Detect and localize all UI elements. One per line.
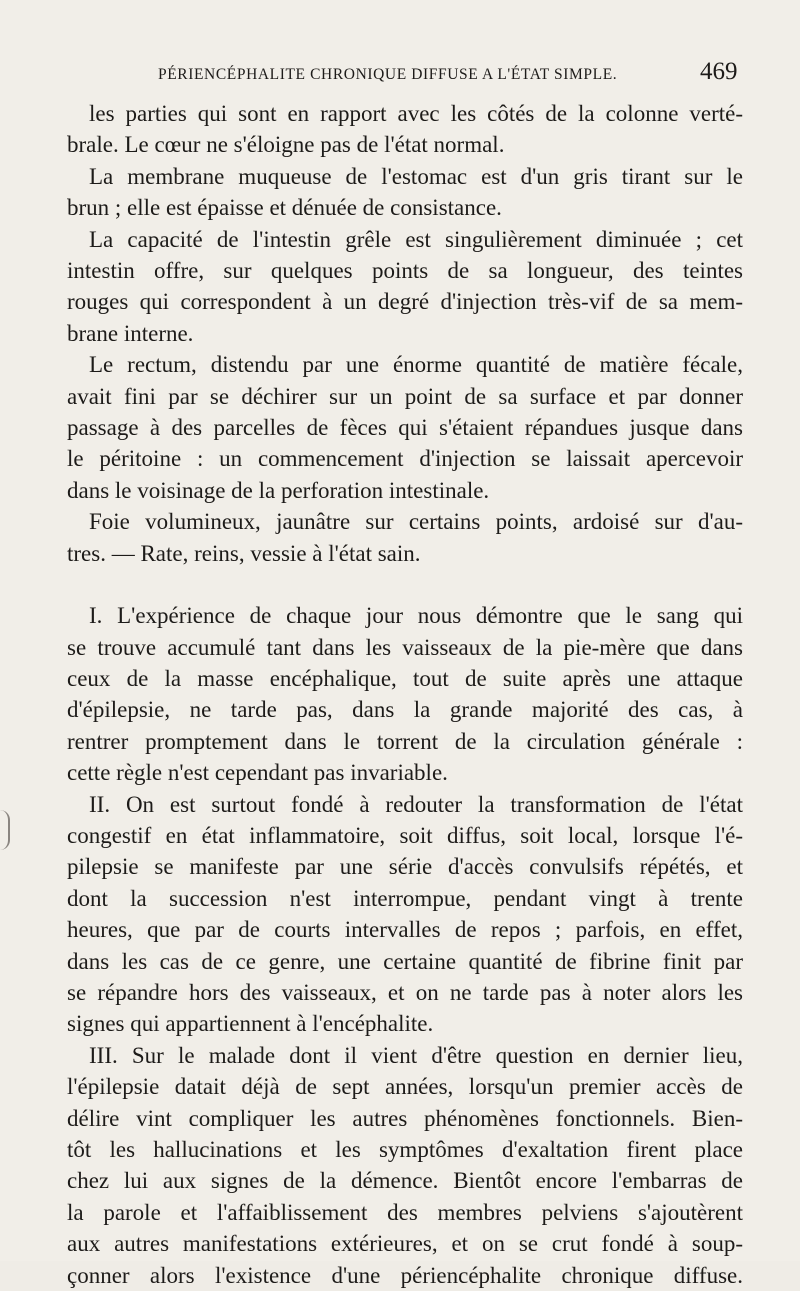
paragraph <box>67 161 743 224</box>
text-line: le péritoine : un commencement d'injection se laissait apercevoir <box>67 446 743 472</box>
page-header <box>0 58 800 94</box>
paragraph <box>67 600 743 788</box>
paragraph <box>67 506 743 569</box>
paragraph <box>67 789 743 1040</box>
text-line: d'épilepsie, ne tarde pas, dans la grande majorité des cas, à <box>67 697 743 723</box>
text-line: La capacité de l'intestin grêle est singulièrement diminuée ; cet <box>89 226 743 252</box>
running-title: PÉRIENCÉPHALITE CHRONIQUE DIFFUSE A L'ÉTAT SIMPLE. <box>158 66 618 83</box>
text-line: tôt les hallucinations et les symptômes d'exaltation firent place <box>67 1137 743 1162</box>
text-line: dont la succession n'est interrompue, pendant vingt à trente <box>67 885 743 911</box>
body-text <box>67 98 743 1291</box>
text-line: brale. Le cœur ne s'éloigne pas de l'état normal. <box>67 132 505 158</box>
text-line: I. L'expérience de chaque jour nous démontre que le sang qui <box>89 603 743 629</box>
text-line: brane interne. <box>67 320 194 346</box>
margin-mark <box>0 810 10 850</box>
text-line: Foie volumineux, jaunâtre sur certains points, ardoisé sur d'au- <box>89 509 743 535</box>
text-line: passage à des parcelles de fèces qui s'étaient répandues jusque dans <box>67 415 743 441</box>
text-line: cette règle n'est cependant pas invariable. <box>67 760 448 786</box>
paragraph <box>67 224 743 350</box>
text-line: ceux de la masse encéphalique, tout de suite après une attaque <box>67 665 743 691</box>
text-line: tres. — Rate, reins, vessie à l'état sain. <box>67 540 421 566</box>
text-line: délire vint compliquer les autres phénomènes fonctionnels. Bien- <box>67 1105 743 1131</box>
text-line: La membrane muqueuse de l'estomac est d'un gris tirant sur le <box>89 163 743 189</box>
text-line: signes qui appartiennent à l'encéphalite. <box>67 1011 434 1037</box>
text-line: pilepsie se manifeste par une série d'accès convulsifs répétés, et <box>67 854 743 880</box>
paragraph <box>67 1040 743 1291</box>
text-line: les parties qui sont en rapport avec les côtés de la colonne verté- <box>89 101 743 126</box>
text-line: brun ; elle est épaisse et dénuée de consistance. <box>67 195 502 221</box>
text-line: dans le voisinage de la perforation intestinale. <box>67 477 490 503</box>
text-line: III. Sur le malade dont il vient d'être question en dernier lieu, <box>89 1042 743 1068</box>
paragraph <box>67 98 743 161</box>
text-line: l'épilepsie datait déjà de sept années, lorsqu'un premier accès de <box>67 1074 743 1100</box>
text-line: rouges qui correspondent à un degré d'injection très-vif de sa mem- <box>67 289 743 315</box>
text-line: la parole et l'affaiblissement des membres pelviens s'ajoutèrent <box>67 1199 743 1225</box>
text-line: aux autres manifestations extérieures, et on se crut fondé à soup- <box>67 1231 743 1257</box>
text-line: rentrer promptement dans le torrent de la circulation générale : <box>67 728 743 754</box>
paragraph <box>67 349 743 506</box>
text-line: heures, que par de courts intervalles de repos ; parfois, en effet, <box>67 917 743 943</box>
text-line: intestin offre, sur quelques points de sa longueur, des teintes <box>67 258 743 284</box>
text-line: avait fini par se déchirer sur un point de sa surface et par donner <box>67 383 743 409</box>
text-line: se répandre hors des vaisseaux, et on ne tarde pas à noter alors les <box>67 979 743 1005</box>
text-line: çonner alors l'existence d'une périencéphalite chronique diffuse. <box>67 1262 743 1288</box>
text-line: Le rectum, distendu par une énorme quantité de matière fécale, <box>89 352 743 378</box>
text-line: chez lui aux signes de la démence. Bientôt encore l'embarras de <box>67 1168 743 1194</box>
text-line: se trouve accumulé tant dans les vaisseaux de la pie-mère que dans <box>67 634 743 660</box>
page-number: 469 <box>700 58 738 85</box>
text-line: II. On est surtout fondé à redouter la transformation de l'état <box>89 791 743 817</box>
text-line: dans les cas de ce genre, une certaine quantité de fibrine finit par <box>67 948 743 974</box>
text-line: congestif en état inflammatoire, soit diffus, soit local, lorsque l'é- <box>67 822 743 848</box>
